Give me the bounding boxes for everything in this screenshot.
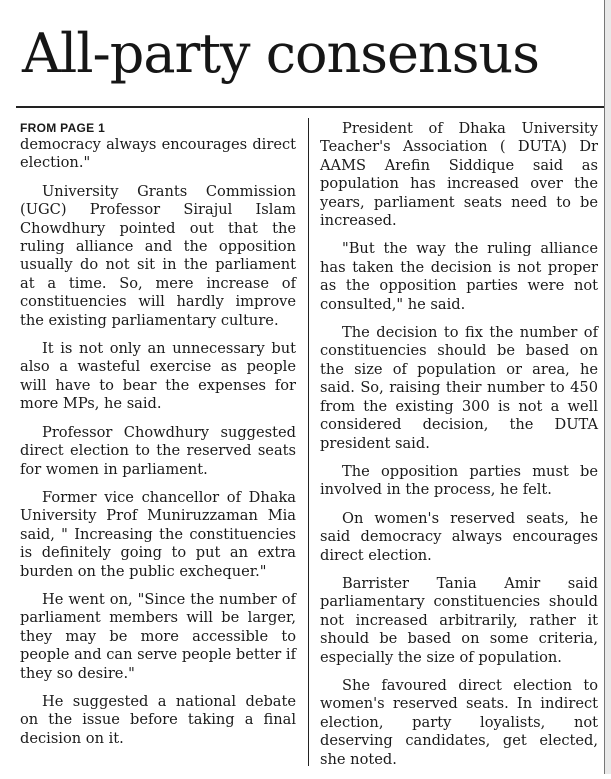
paragraph: President of Dhaka University Teacher's Association ( DUTA) Dr AAMS Arefin Siddique said as population has increased over the years, parliament seats need to be increased. xyxy=(320,120,598,230)
paragraph: University Grants Commission (UGC) Professor Sirajul Islam Chowdhury pointed out that the ruling alliance and the opposition usually do not sit in the parliament at a time. So, mere increase of constituencies will hardly improve the existing parliamentary culture. xyxy=(20,182,296,329)
paragraph: Professor Chowdhury suggested direct election to the reserved seats for women in parliament. xyxy=(20,423,296,478)
paragraph: democracy always encourages direct election." xyxy=(20,136,296,172)
kicker: FROM PAGE 1 xyxy=(20,121,106,135)
paragraph: He suggested a national debate on the issue before taking a final decision on it. xyxy=(20,692,296,747)
paragraph: He went on, "Since the number of parliament members will be larger, they may be more accessible to people and can serve people better if they so desire." xyxy=(20,590,296,682)
paragraph: It is not only an unnecessary but also a wasteful exercise as people will have to bear the expenses for more MPs, he said. xyxy=(20,340,296,413)
page-edge xyxy=(604,0,611,774)
paragraph: "But the way the ruling alliance has taken the decision is not proper as the opposition parties were not consulted," he said. xyxy=(320,240,598,313)
paragraph: The opposition parties must be involved in the process, he felt. xyxy=(320,462,598,499)
paragraph: Barrister Tania Amir said parliamentary constituencies should not increased arbitrarily, rather it should be based on some criteria, especially the size of population. xyxy=(320,574,598,666)
column-divider xyxy=(308,118,309,766)
paragraph: She favoured direct election to women's reserved seats. In indirect election, party loyalists, not deserving candidates, get elected, she noted. xyxy=(320,676,598,768)
headline: All-party consensus xyxy=(22,22,539,85)
left-column xyxy=(20,120,296,758)
paragraph: Former vice chancellor of Dhaka University Prof Muniruzzaman Mia said, " Increasing the constituencies is definitely going to put an extra burden on the public exchequer." xyxy=(20,488,296,580)
paragraph: On women's reserved seats, he said democracy always encourages direct election. xyxy=(320,509,598,564)
paragraph: The decision to fix the number of constituencies should be based on the size of population or area, he said. So, raising their number to 450 from the existing 300 is not a well considered decision, the DUTA president said. xyxy=(320,324,598,452)
right-column xyxy=(320,120,598,779)
headline-rule xyxy=(16,106,611,108)
